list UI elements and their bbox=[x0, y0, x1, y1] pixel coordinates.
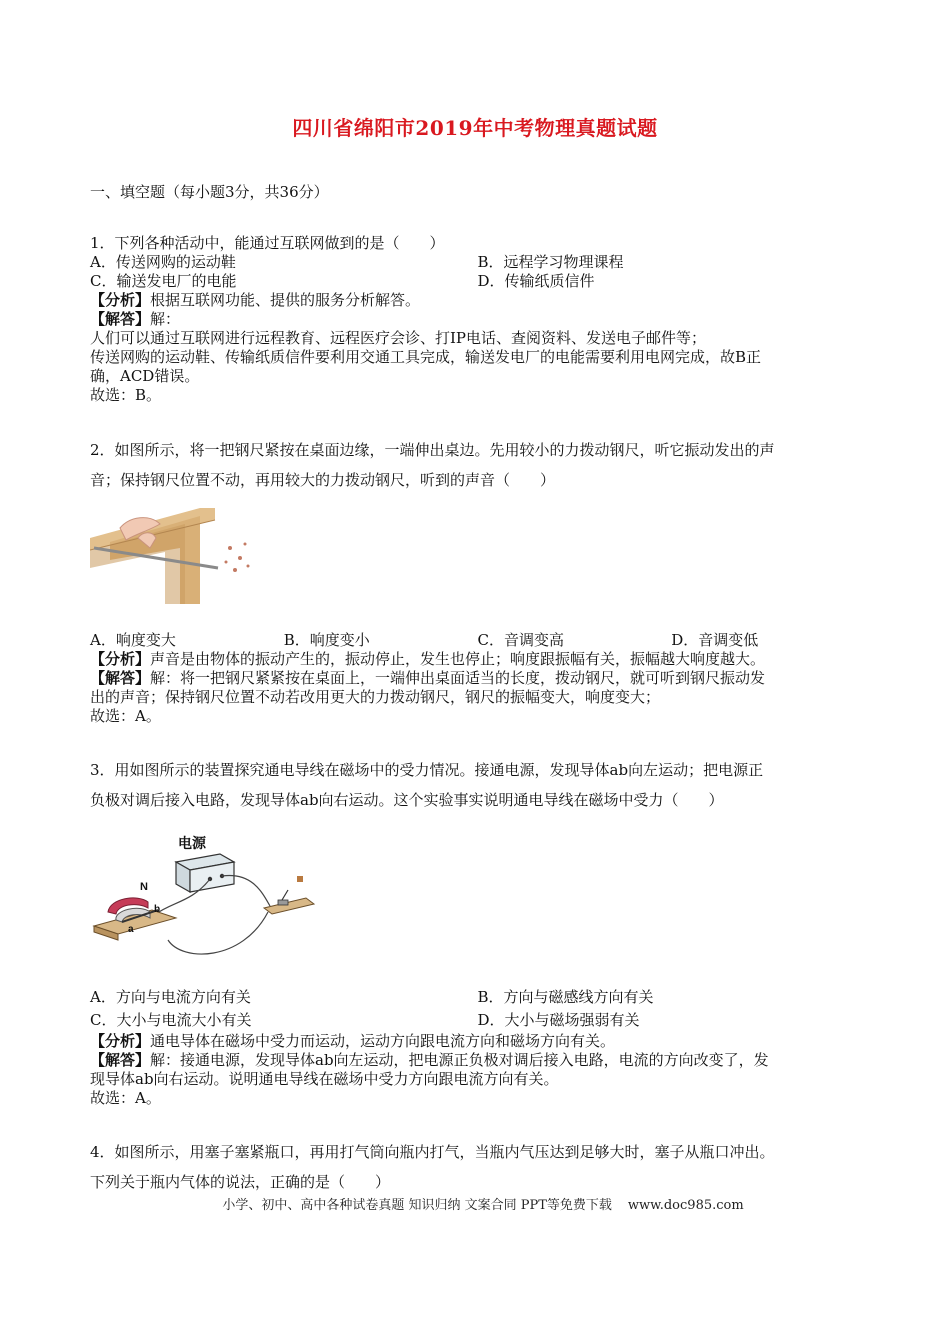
question-2-stem bbox=[90, 435, 865, 495]
answer-line: 解：将一把钢尺紧紧按在桌面上，一端伸出桌面适当的长度，拨动钢尺，就可听到钢尺振动发 bbox=[150, 669, 766, 687]
analysis-label: 【分析】 bbox=[90, 1032, 151, 1050]
steel-ruler-figure bbox=[90, 508, 255, 604]
option-d: D．大小与磁场强弱有关 bbox=[477, 1011, 640, 1029]
footer-text: 小学、初中、高中各种试卷真题 知识归纳 文案合同 PPT等免费下载 bbox=[222, 1198, 612, 1213]
option-c: C．输送发电厂的电能 bbox=[90, 272, 237, 290]
a-label: a bbox=[128, 924, 134, 935]
analysis-text: 根据互联网功能、提供的服务分析解答。 bbox=[150, 291, 421, 309]
question-stem: 1．下列各种活动中，能通过互联网做到的是（ ） bbox=[90, 234, 445, 252]
answer-line: 确，ACD错误。 bbox=[90, 367, 200, 385]
option-a: A．响度变大 bbox=[90, 631, 176, 649]
options-row bbox=[90, 1009, 865, 1032]
question-stem-line: 3．用如图所示的装置探究通电导线在磁场中的受力情况。接通电源，发现导体ab向左运动；把电源正 bbox=[90, 761, 764, 779]
question-3-body bbox=[90, 986, 865, 1032]
answer-line: 人们可以通过互联网进行远程教育、远程医疗会诊、打IP电话、查阅资料、发送电子邮件等； bbox=[90, 329, 707, 347]
analysis bbox=[90, 1032, 865, 1051]
options-row bbox=[90, 986, 865, 1009]
answer-line: 故选：B。 bbox=[90, 386, 162, 404]
section-heading: 一、填空题（每小题3分，共36分） bbox=[90, 183, 329, 201]
options-row bbox=[90, 253, 865, 272]
option-b: B．方向与磁感线方向有关 bbox=[477, 988, 654, 1006]
question-stem-line: 音；保持钢尺位置不动，再用较大的力拨动钢尺，听到的声音（ ） bbox=[90, 471, 556, 489]
analysis-label: 【分析】 bbox=[90, 650, 151, 668]
answer-line: 故选：A。 bbox=[90, 1089, 161, 1107]
page-footer bbox=[0, 1194, 950, 1213]
question-stem-line: 2．如图所示，将一把钢尺紧按在桌面边缘，一端伸出桌边。先用较小的力拨动钢尺，听它振动发出的声 bbox=[90, 441, 775, 459]
question-stem-line: 4．如图所示，用塞子塞紧瓶口，再用打气筒向瓶内打气，当瓶内气压达到足够大时，塞子从瓶口冲出。 bbox=[90, 1143, 775, 1161]
option-c: C．音调变高 bbox=[477, 631, 564, 649]
option-d: D．传输纸质信件 bbox=[477, 272, 595, 290]
circuit-figure bbox=[92, 832, 324, 962]
answer bbox=[90, 1051, 865, 1070]
answer bbox=[90, 310, 865, 329]
answer-line: 故选：A。 bbox=[90, 707, 161, 725]
answer-label: 【解答】 bbox=[90, 1051, 151, 1069]
question-1 bbox=[90, 234, 865, 405]
analysis-text: 通电导体在磁场中受力而运动，运动方向跟电流方向和磁场方向有关。 bbox=[150, 1032, 616, 1050]
option-d: D．音调变低 bbox=[671, 631, 759, 649]
answer-line: 解： bbox=[150, 310, 181, 328]
answer bbox=[90, 669, 865, 688]
question-3-solution bbox=[90, 1032, 865, 1108]
option-c: C．大小与电流大小有关 bbox=[90, 1011, 252, 1029]
question-stem-line: 负极对调后接入电路，发现导体ab向右运动。这个实验事实说明通电导线在磁场中受力（ ） bbox=[90, 791, 724, 809]
power-label: 电源 bbox=[178, 835, 206, 851]
analysis-label: 【分析】 bbox=[90, 291, 151, 309]
analysis bbox=[90, 650, 865, 669]
page-title: 四川省绵阳市2019年中考物理真题试题 bbox=[292, 116, 658, 140]
option-a: A．传送网购的运动鞋 bbox=[90, 253, 236, 271]
question-4-stem bbox=[90, 1137, 865, 1197]
options-row bbox=[90, 631, 865, 650]
option-b: B．响度变小 bbox=[283, 631, 370, 649]
answer-line: 出的声音；保持钢尺位置不动若改用更大的力拨动钢尺，钢尺的振幅变大，响度变大； bbox=[90, 688, 661, 706]
b-label: b bbox=[154, 904, 161, 915]
question-3-stem bbox=[90, 755, 865, 815]
n-pole-label: N bbox=[140, 881, 148, 893]
footer-url[interactable]: www.doc985.com bbox=[627, 1198, 744, 1213]
question-2-body bbox=[90, 631, 865, 726]
answer-label: 【解答】 bbox=[90, 669, 151, 687]
answer-line: 现导体ab向右运动。说明通电导线在磁场中受力方向跟电流方向有关。 bbox=[90, 1070, 559, 1088]
option-a: A．方向与电流方向有关 bbox=[90, 988, 251, 1006]
options-row bbox=[90, 272, 865, 291]
analysis bbox=[90, 291, 865, 310]
answer-label: 【解答】 bbox=[90, 310, 151, 328]
analysis-text: 声音是由物体的振动产生的，振动停止，发生也停止；响度跟振幅有关，振幅越大响度越大。 bbox=[150, 650, 766, 668]
answer-line: 解：接通电源，发现导体ab向左运动，把电源正负极对调后接入电路，电流的方向改变了，发 bbox=[150, 1051, 769, 1069]
question-stem-line: 下列关于瓶内气体的说法，正确的是（ ） bbox=[90, 1173, 391, 1191]
option-b: B．远程学习物理课程 bbox=[477, 253, 624, 271]
answer-line: 传送网购的运动鞋、传输纸质信件要利用交通工具完成，输送发电厂的电能需要利用电网完成，故B正 bbox=[90, 348, 762, 366]
